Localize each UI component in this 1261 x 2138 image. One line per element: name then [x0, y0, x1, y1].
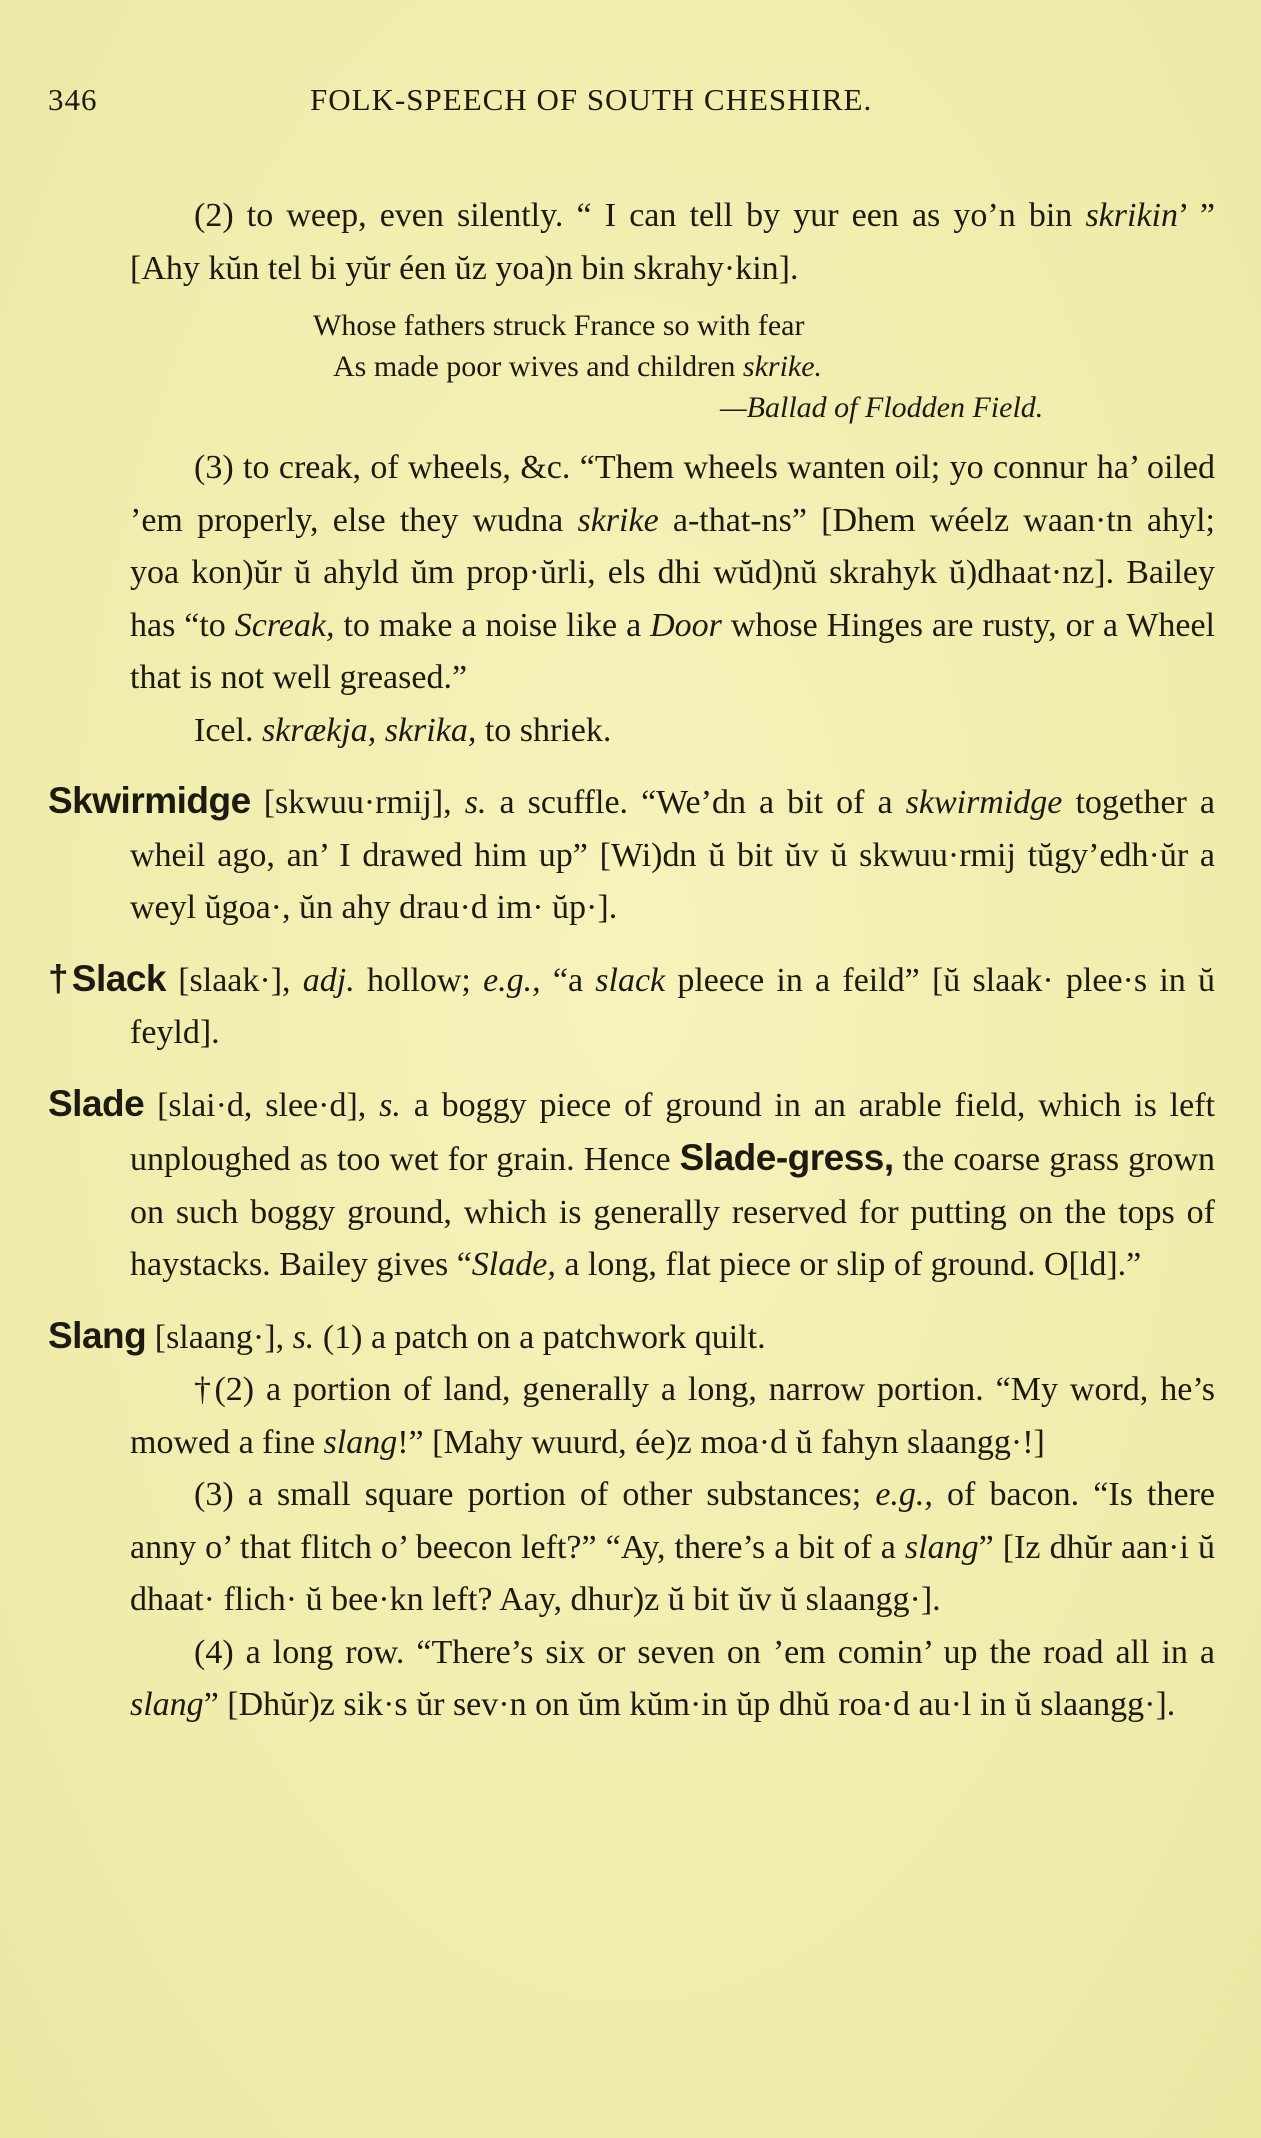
- verse-source: —Ballad of Flodden Field.: [720, 391, 1044, 424]
- slang-sense-2: †(2) a portion of land, generally a long, narrow portion. “My word, he’s mowed a fine slang!” [Mahy wuurd, ée)z moa·d ŭ fahyn slaangg·!]: [130, 1371, 1215, 1461]
- entry-skwirmidge: Skwirmidge [skwuu·rmij], s. a scuffle. “We’dn a bit of a skwirmidge together a wheil ago, an’ I drawed him up” [Wi)dn ŭ bit ŭv ŭ skwuu·rmij tŭgy’edh·ŭr a weyl ŭgoa·, ŭn ahy drau·d im· ŭp·].: [48, 780, 1215, 926]
- page-content: [48, 190, 1216, 1732]
- page-number: 346: [48, 82, 98, 117]
- skrike-sense-2: (2) to weep, even silently. “ I can tell by yur een as yo’n bin skrikin’ ” [Ahy kŭn tel bi yŭr éen ŭz yoa)n bin skrahy·kin].: [130, 197, 1216, 287]
- verse-line-2: As made poor wives and children skrike.: [333, 350, 823, 383]
- headword: Slade: [48, 1082, 145, 1124]
- skrike-etymology: Icel. skrækja, skrika, to shriek.: [194, 711, 612, 749]
- slang-sense-3: (3) a small square portion of other substances; e.g., of bacon. “Is there anny o’ that flitch o’ beecon left?” “Ay, there’s a bit of a slang” [Iz dhŭr aan·i ŭ dhaat· flich· ŭ bee·kn left? Aay, dhur)z ŭ bit ŭv ŭ slaangg·].: [130, 1476, 1215, 1618]
- entry-slade: Slade [slai·d, slee·d], s. a boggy piece of ground in an arable field, which is left unploughed as too wet for grain. Hence Slade-gress, the coarse grass grown on such boggy ground, which is generally reserved for putting on the tops of haystacks. Bailey gives “Slade, a long, flat piece or slip of ground. O[ld].”: [48, 1082, 1215, 1283]
- entry-slang: Slang [slaang·], s. (1) a patch on a patchwork quilt.: [48, 1314, 766, 1356]
- headword: Skwirmidge: [48, 780, 251, 821]
- entry-slack: †Slack [slaak·], adj. hollow; e.g., “a slack pleece in a feild” [ŭ slaak· plee·s in ŭ feyld].: [48, 957, 1215, 1051]
- headword: Slang: [48, 1314, 147, 1356]
- slang-sense-4: (4) a long row. “There’s six or seven on ’em comin’ up the road all in a slang” [Dhŭr)z sik·s ŭr sev·n on ŭm kŭm·in ŭp dhŭ roa·d au·l in ŭ slaangg·].: [130, 1633, 1215, 1723]
- page-header: [48, 82, 1213, 132]
- verse-line-1: Whose fathers struck France so with fear: [313, 309, 805, 342]
- sub-headword: Slade-gress,: [679, 1137, 894, 1178]
- ballad-quotation: [130, 305, 1215, 428]
- skrike-sense-3: (3) to creak, of wheels, &c. “Them wheels wanten oil; yo connur ha’ oiled ’em properly, else they wudna skrike a-that-ns” [Dhem wéelz waan·tn ahyl; yoa kon)ŭr ŭ ahyld ŭm prop·ŭrli, els dhi wŭd)nŭ skrahyk ŭ)dhaat·nz]. Bailey has “to Screak, to make a noise like a Door whose Hinges are rusty, or a Wheel that is not well greased.”: [130, 449, 1216, 696]
- headword: †Slack: [48, 957, 166, 999]
- running-title: FOLK-SPEECH OF SOUTH CHESHIRE.: [310, 82, 873, 117]
